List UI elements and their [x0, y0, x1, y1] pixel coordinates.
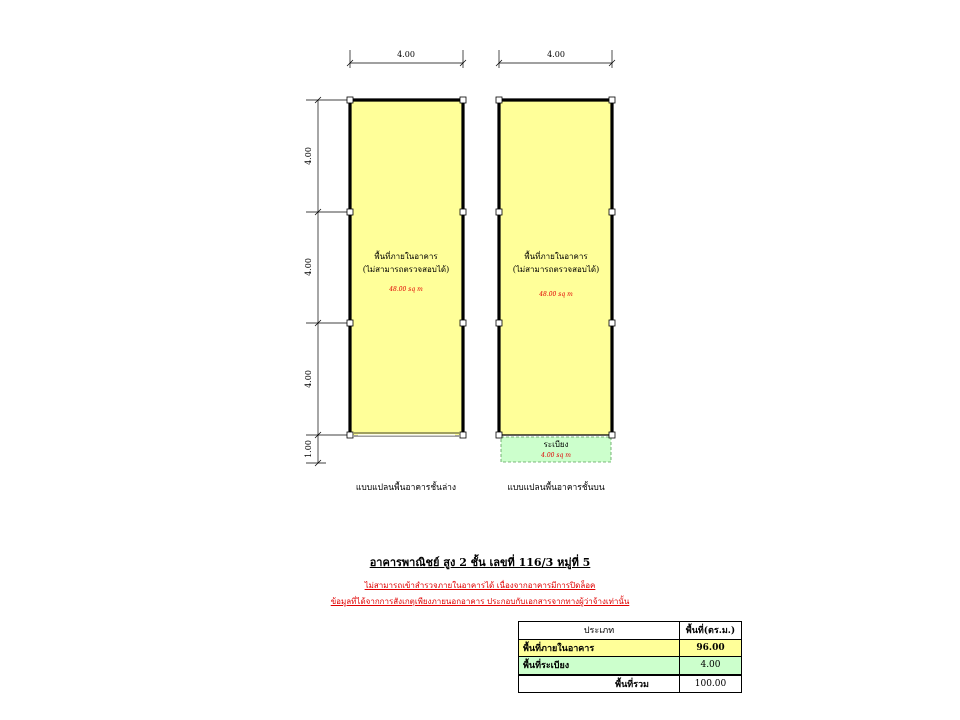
building-title: อาคารพาณิชย์ สูง 2 ชั้น เลขที่ 116/3 หมู่ที่ 5 [369, 556, 591, 569]
balcony-label: ระเบียง [543, 440, 569, 449]
table-header-row [519, 622, 742, 640]
height-label-3: 4.00 [304, 370, 313, 388]
header-type: ประเภท [519, 622, 680, 640]
ground-floor-caption: แบบแปลนพื้นอาคารชั้นล่าง [355, 483, 457, 493]
ground-room-area: 48.00 sq m [389, 286, 423, 293]
row-label: พื้นที่ภายในอาคาร [519, 639, 680, 657]
height-label-4: 1.00 [304, 440, 313, 458]
row-label: พื้นที่ระเบียง [519, 657, 680, 675]
total-label: พื้นที่รวม [519, 675, 680, 693]
upper-floor-caption: แบบแปลนพื้นอาคารชั้นบน [507, 483, 605, 493]
row-value: 4.00 [680, 657, 742, 675]
height-label-2: 4.00 [304, 258, 313, 276]
ground-floor-plan [347, 97, 466, 438]
balcony-area-label: 4.00 sq m [541, 452, 571, 459]
table-total-row [519, 675, 742, 693]
upper-room-area: 48.00 sq m [539, 291, 573, 298]
source-note: ข้อมูลที่ได้จากการสังเกตุเพียงภายนอกอาคาร ประกอบกับเอกสารจากทางผู้ว่าจ้างเท่านั้น [330, 597, 630, 606]
table-row [519, 657, 742, 675]
total-value: 100.00 [680, 675, 742, 693]
table-row [519, 639, 742, 657]
header-area: พื้นที่(ตร.ม.) [680, 622, 742, 640]
width-label-right: 4.00 [547, 50, 565, 59]
upper-room-name: พื้นที่ภายในอาคาร [524, 252, 588, 261]
ground-room-name: พื้นที่ภายในอาคาร [374, 252, 438, 261]
upper-room-note: (ไม่สามารถตรวจสอบได้) [512, 265, 600, 274]
height-label-1: 4.00 [304, 147, 313, 165]
width-label-left: 4.00 [397, 50, 415, 59]
ground-room-note: (ไม่สามารถตรวจสอบได้) [362, 265, 450, 274]
upper-floor-plan [496, 97, 615, 462]
row-value: 96.00 [680, 639, 742, 657]
area-summary-table [518, 621, 742, 693]
access-note: ไม่สามารถเข้าสำรวจภายในอาคารได้ เนื่องจากอาคารมีการปิดล็อค [364, 581, 596, 590]
